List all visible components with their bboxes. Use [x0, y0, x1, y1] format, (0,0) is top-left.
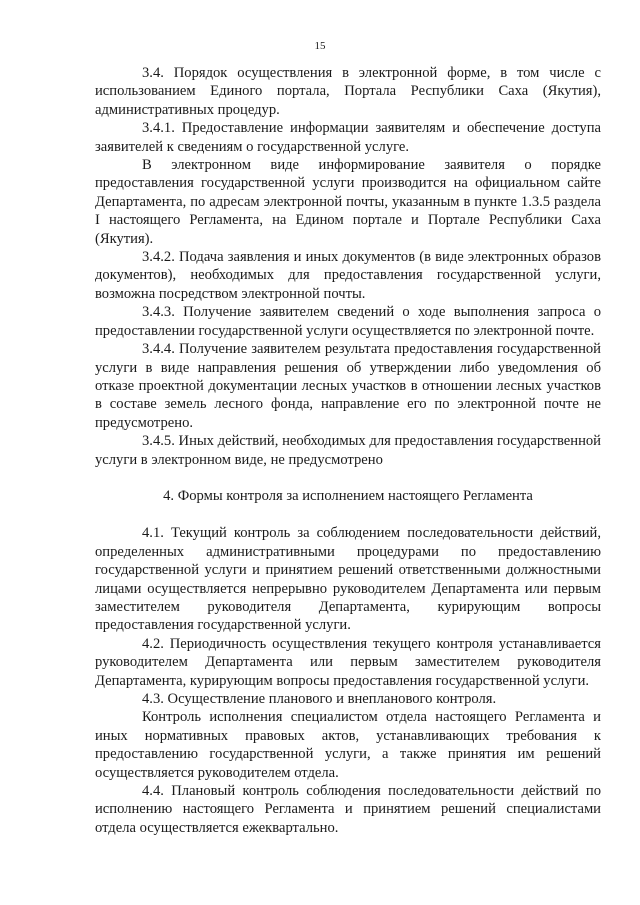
paragraph-4-4: 4.4. Плановый контроль соблюдения последовательности действий по исполнению настоящего Регламента и принятием решений специалистами отдела осуществляется ежеквартально.: [95, 783, 601, 836]
paragraph-3-4-2: 3.4.2. Подача заявления и иных документов (в виде электронных образов документов), необходимых для предоставления государственной услуги, возможна посредством электронной почты.: [95, 249, 601, 302]
paragraph-3-4-3: 3.4.3. Получение заявителем сведений о ходе выполнения запроса о предоставлении государственной услуги осуществляется по электронной почте.: [95, 304, 601, 339]
paragraph-4-2: 4.2. Периодичность осуществления текущего контроля устанавливается руководителем Департамента или первым заместителем руководителя Департамента, курирующим вопросы предоставления государственной услуги.: [95, 635, 601, 689]
paragraph-electronic-informing: В электронном виде информирование заявителя о порядке предоставления государственной услуги производится на официальном сайте Департамента, по адресам электронной почты, указанным в пункте 1.3.5 раздела I настоящего Регламента, на Едином портале и Портале Республики Саха (Якутия).: [95, 157, 601, 247]
document-body: [95, 64, 601, 837]
paragraph-3-4-1: 3.4.1. Предоставление информации заявителям и обеспечение доступа заявителей к сведениям о государственной услуге.: [95, 120, 601, 155]
paragraph-3-4-4: 3.4.4. Получение заявителем результата предоставления государственной услуги в виде направления решения об утверждении либо уведомления об отказе проектной документации лесных участков в отношении лесных участков в составе земель лесного фонда, направление его по электронной почте не предусмотрено.: [95, 341, 601, 431]
paragraph-control-execution: Контроль исполнения специалистом отдела настоящего Регламента и иных нормативных правовых актов, устанавливающих требования к предоставлению государственной услуги, а также принятия им решений осуществляется руководителем отдела.: [95, 709, 601, 781]
paragraph-4-1: 4.1. Текущий контроль за соблюдением последовательности действий, определенных административными процедурами по предоставлению государственной услуги и принятием решений ответственными должностными лицами осуществляется непрерывно руководителем Департамента или первым заместителем руководителя Департамента, курирующим вопросы предоставления государственной услуги.: [95, 525, 601, 634]
page-number: 15: [314, 40, 326, 52]
paragraph-4-3: 4.3. Осуществление планового и внепланового контроля.: [142, 691, 497, 707]
paragraph-3-4: 3.4. Порядок осуществления в электронной форме, в том числе с использованием Единого портала, Портала Республики Саха (Якутия), административных процедур.: [95, 65, 601, 118]
section-heading: 4. Формы контроля за исполнением настоящего Регламента: [163, 487, 533, 504]
paragraph-3-4-5: 3.4.5. Иных действий, необходимых для предоставления государственной услуги в электронном виде, не предусмотрено: [95, 433, 601, 468]
